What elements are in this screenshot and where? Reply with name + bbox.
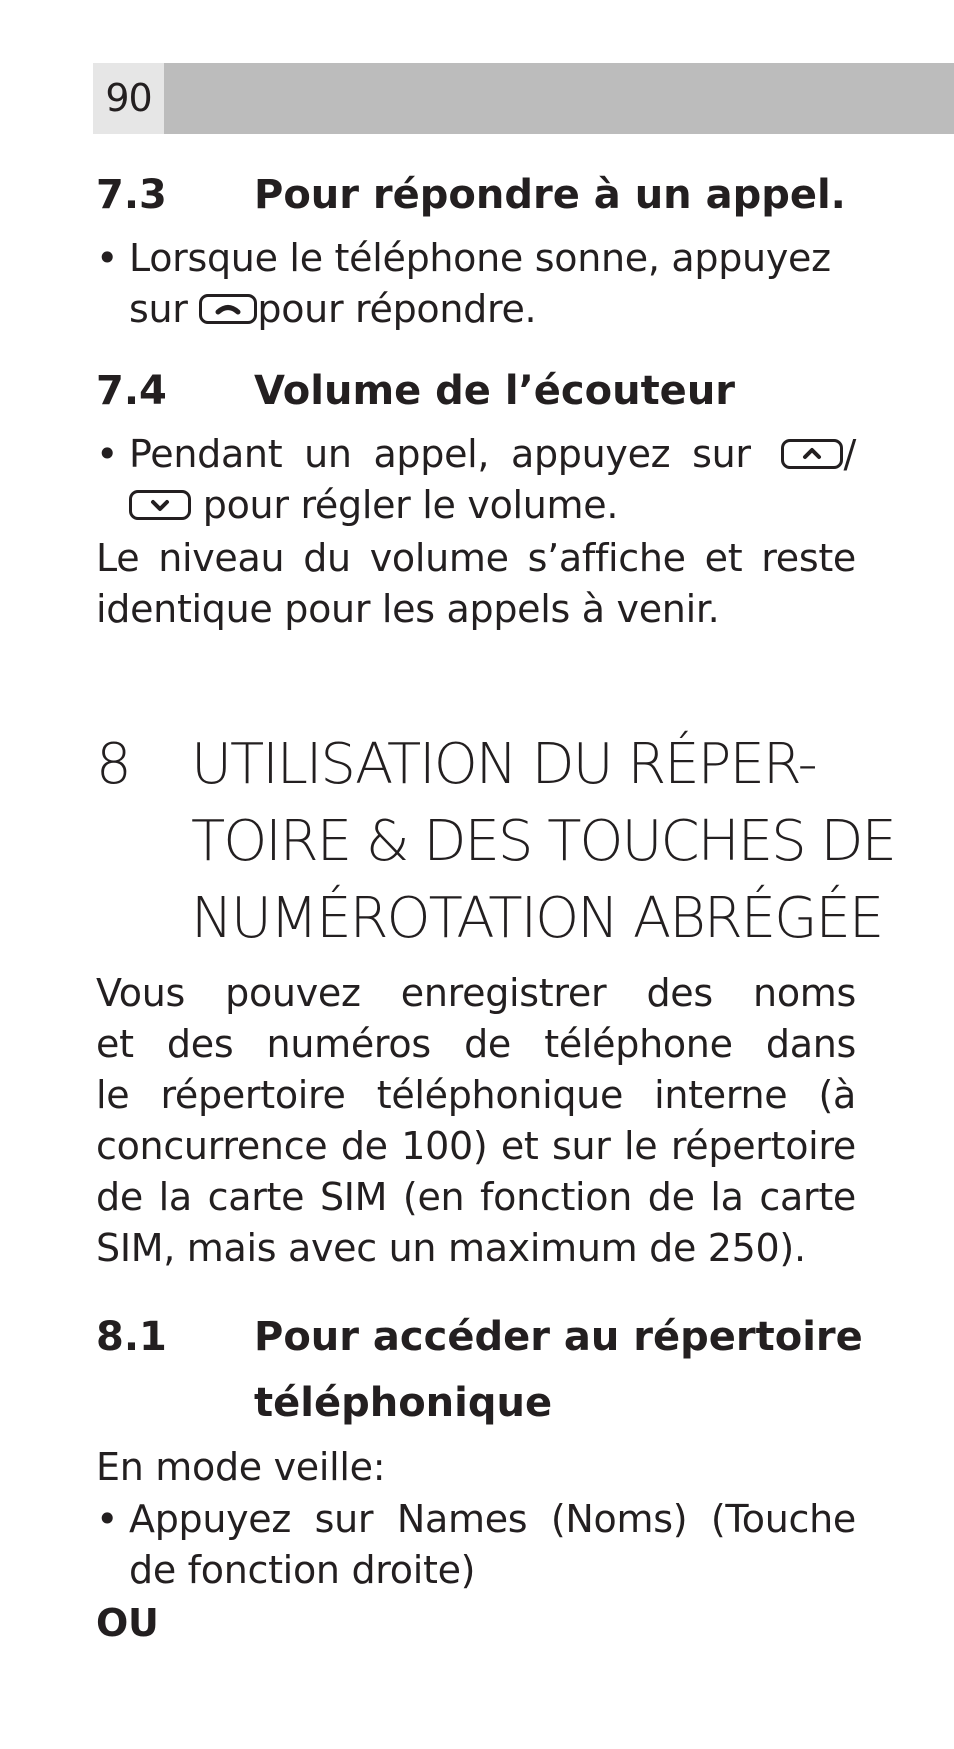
paragraph-line: Le niveau du volume s’affiche et reste xyxy=(96,536,856,580)
bullet-line-1: Pendant un appel, appuyez sur / xyxy=(129,432,856,476)
section-title: Volume de l’écouteur xyxy=(254,368,736,414)
section-title-line-1: Pour accéder au répertoire xyxy=(254,1314,863,1360)
bullet-marker: • xyxy=(96,432,119,476)
section-title: Pour répondre à un appel. xyxy=(254,172,846,218)
bullet-line-2: de fonction droite) xyxy=(129,1548,476,1592)
chapter-title-line-3: NUMÉROTATION ABRÉGÉE xyxy=(191,886,883,951)
bullet-line-2: sur pour répondre. xyxy=(129,287,537,331)
section-title-line-2: téléphonique xyxy=(254,1380,553,1426)
section-7-4-bullet xyxy=(96,429,856,531)
or-label: OU xyxy=(96,1601,159,1645)
paragraph-line: le répertoire téléphonique interne (à xyxy=(96,1073,856,1117)
section-7-3-bullet xyxy=(96,233,856,335)
call-answer-key-icon xyxy=(199,294,257,324)
bullet-line-1: Appuyez sur Names (Noms) (Touche xyxy=(129,1497,856,1541)
paragraph-line: Vous pouvez enregistrer des noms xyxy=(96,971,856,1015)
paragraph-line: SIM, mais avec un maximum de 250). xyxy=(96,1226,806,1270)
volume-up-key-icon xyxy=(781,439,843,469)
section-number: 8.1 xyxy=(96,1314,167,1360)
chapter-number: 8 xyxy=(96,732,130,797)
bullet-marker: • xyxy=(96,236,119,280)
paragraph-line: et des numéros de téléphone dans xyxy=(96,1022,856,1066)
chapter-title-line-2: TOIRE & DES TOUCHES DE xyxy=(191,809,895,874)
bullet-line-2: pour régler le volume. xyxy=(129,480,618,531)
bullet-line-1: Lorsque le téléphone sonne, appuyez xyxy=(129,236,831,280)
section-number: 7.4 xyxy=(96,368,167,414)
paragraph-line: de la carte SIM (en fonction de la carte xyxy=(96,1175,856,1219)
page-number: 90 xyxy=(93,63,164,134)
chapter-8-paragraph xyxy=(96,968,856,1274)
paragraph-line: concurrence de 100) et sur le répertoire xyxy=(96,1124,856,1168)
bullet-marker: • xyxy=(96,1497,119,1541)
chapter-title-line-1: UTILISATION DU RÉPER- xyxy=(191,732,816,797)
section-8-1-intro: En mode veille: xyxy=(96,1445,386,1489)
section-7-4-paragraph xyxy=(96,533,856,635)
section-number: 7.3 xyxy=(96,172,167,218)
paragraph-line: identique pour les appels à venir. xyxy=(96,587,720,631)
volume-down-key-icon xyxy=(129,490,191,520)
section-8-1-bullet xyxy=(96,1494,856,1596)
page-header-bar xyxy=(93,63,954,134)
